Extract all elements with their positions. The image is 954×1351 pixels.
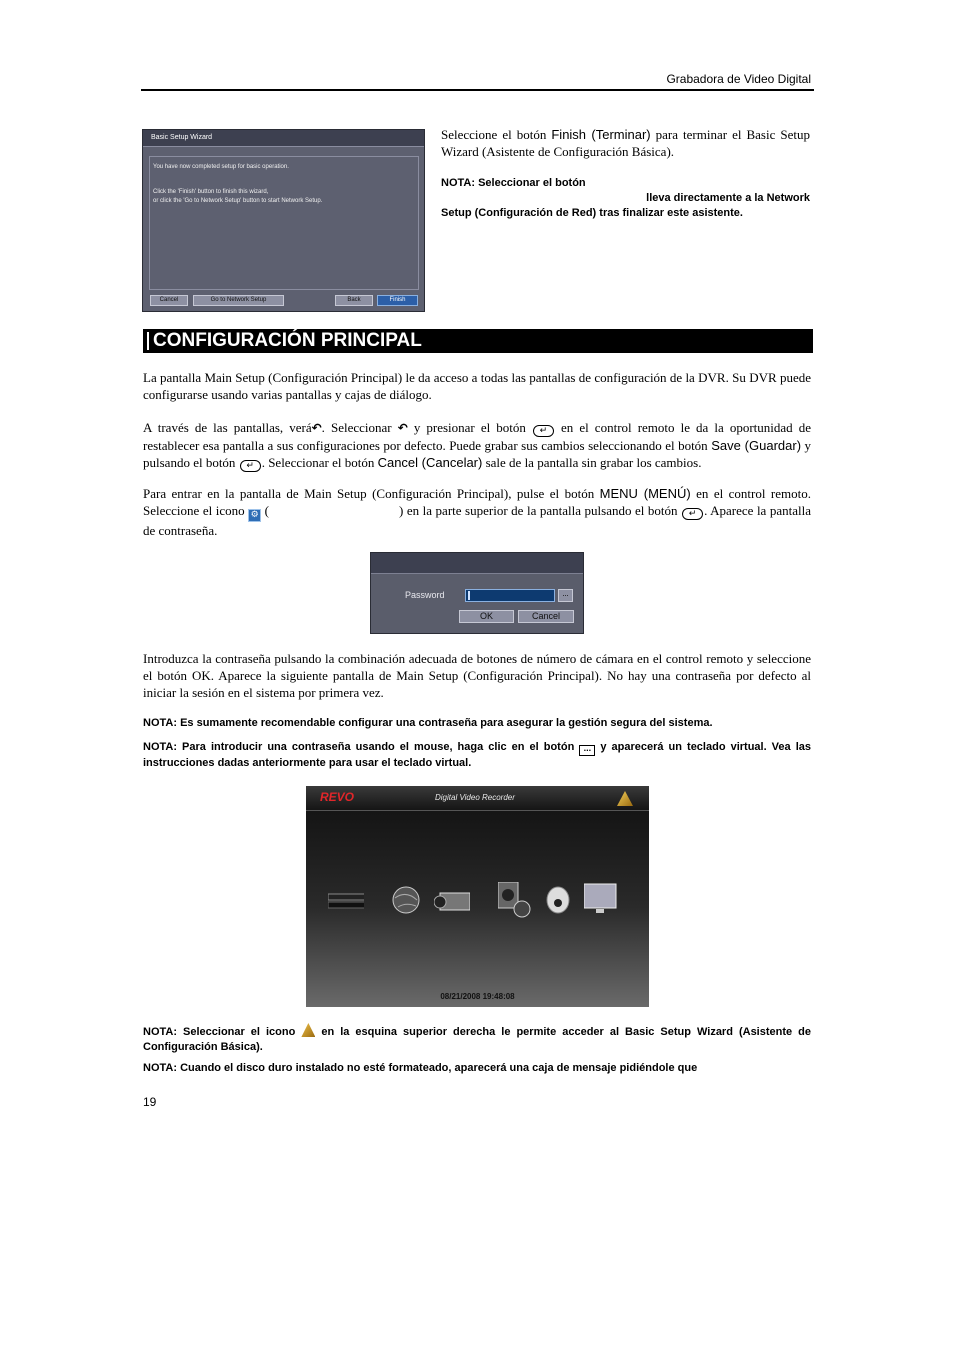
ellipsis-button-icon: ... (579, 745, 595, 756)
section-heading (143, 329, 813, 353)
note-network-line2: lleva directamente a la Network (646, 192, 810, 204)
password-label: Password (405, 590, 445, 600)
note-keyboard-a: NOTA: Para introducir una contraseña usando el mouse, haga clic en el botón (143, 741, 580, 753)
nav-text-c: y presionar el botón (407, 420, 532, 435)
main-setup-screenshot (306, 786, 649, 1007)
wizard-cancel-button[interactable]: Cancel (150, 295, 188, 306)
note-network-line3: Setup (Configuración de Red) tras finalizar este asistente. (441, 207, 743, 219)
menu-button-ref: MENU (MENÚ) (599, 486, 691, 501)
password-dialog-titlebar (371, 553, 583, 574)
main-screen-title: Digital Video Recorder (435, 793, 515, 802)
running-header: Grabadora de Video Digital (666, 72, 811, 86)
enter-button-icon: ↵ (240, 460, 261, 472)
password-cancel-button[interactable]: Cancel (518, 610, 574, 623)
system-icon[interactable] (328, 882, 364, 926)
navigation-paragraph (143, 419, 811, 472)
main-datetime: 08/21/2008 19:48:08 (440, 992, 515, 1001)
display-icon[interactable] (584, 882, 620, 926)
wizard-panel (149, 156, 419, 290)
finish-text-c: para terminar el Basic Setup Wizard (Asistente de Configuración Básica). (441, 127, 810, 159)
note-network-setup (441, 176, 810, 221)
wizard-message-line2: Click the 'Finish' button to finish this wizard, (153, 189, 269, 195)
nav-text-a: A través de las pantallas, verá (143, 420, 312, 435)
nav-text-f: y pulsando el botón (143, 438, 812, 470)
wizard-icon (301, 1023, 315, 1037)
page-number: 19 (143, 1095, 157, 1109)
network-icon[interactable] (390, 882, 426, 926)
record-icon[interactable] (498, 882, 534, 926)
note-virtual-keyboard (143, 740, 811, 771)
menu-text-d: ( (261, 503, 269, 518)
note-password-recommended: NOTA: Es sumamente recomendable configurar una contraseña para asegurar la gestión segura del sistema. (143, 717, 713, 729)
save-button-ref: Save (Guardar) (711, 438, 802, 453)
note-wizard-a: NOTA: Seleccionar el icono (143, 1026, 302, 1038)
wizard-finish-button[interactable]: Finish (377, 295, 418, 306)
cancel-button-ref: Cancel (Cancelar) (377, 455, 483, 470)
finish-button-ref: Finish (Terminar) (551, 127, 651, 142)
finish-text-a: Seleccione el botón (441, 127, 552, 142)
enter-button-icon: ↵ (682, 508, 703, 520)
basic-setup-wizard-screenshot (142, 129, 425, 312)
event-icon[interactable] (542, 882, 578, 926)
finish-paragraph (441, 126, 810, 160)
nav-text-d: en el control remoto le da la oportunidad de restablecer esa pantalla a sus configuraciones por defecto. Puede grabar sus cambios seleccionando el botón (143, 420, 811, 453)
wizard-title: Basic Setup Wizard (143, 130, 424, 147)
header-rule (141, 89, 814, 91)
wizard-message-line3: or click the 'Go to Network Setup' button to start Network Setup. (153, 198, 323, 204)
nav-text-b: . Seleccionar (321, 420, 398, 435)
enter-button-icon: ↵ (533, 425, 554, 437)
menu-text-f: . Aparece la pantalla de contraseña. (143, 503, 811, 538)
nav-text-i: sale de la pantalla sin grabar los cambios. (482, 455, 702, 470)
section-title: CONFIGURACIÓN PRINCIPAL (153, 330, 422, 351)
password-paragraph: Introduzca la contraseña pulsando la combinación adecuada de botones de número de cámara en el control remoto y seleccione el botón OK. Aparece la siguiente pantalla de Main Setup (Configuración Principal). No hay una contraseña por defecto al iniciar la sesión en el sistema por primera vez. (143, 651, 811, 700)
camera-icon[interactable] (434, 882, 470, 926)
note-network-line1: NOTA: Seleccionar el botón (441, 177, 586, 189)
note-wizard-b: en la esquina superior derecha le permite acceder al Basic Setup Wizard (Asistente de Configuración Básica). (143, 1026, 811, 1053)
setup-icon: ⚙ (248, 509, 261, 522)
note-hard-disk: NOTA: Cuando el disco duro instalado no esté formateado, aparecerá una caja de mensaje pidiéndole que (143, 1062, 698, 1074)
section-marker (147, 332, 149, 350)
undo-icon: ↶ (397, 421, 408, 435)
menu-paragraph (143, 485, 811, 539)
undo-icon: ↶ (311, 421, 322, 435)
revo-logo: REVO (320, 790, 355, 804)
wizard-message-line1: You have now completed setup for basic operation. (153, 164, 289, 170)
menu-text-e: ) en la parte superior de la pantalla pulsando el botón (399, 503, 682, 518)
menu-text-a: Para entrar en la pantalla de Main Setup (Configuración Principal), pulse el botón (143, 486, 600, 501)
virtual-keyboard-button[interactable]: ... (558, 589, 573, 602)
wizard-back-button[interactable]: Back (335, 295, 373, 306)
nav-text-g: . Seleccionar el botón (261, 455, 378, 470)
password-input[interactable] (465, 589, 555, 602)
wizard-network-setup-button[interactable]: Go to Network Setup (193, 295, 284, 306)
password-dialog-screenshot (370, 552, 584, 634)
note-wizard-icon (143, 1023, 811, 1055)
password-ok-button[interactable]: OK (459, 610, 514, 623)
note-keyboard-b: y aparecerá un teclado virtual. Vea las instrucciones dadas anteriormente para usar el teclado virtual. (143, 741, 811, 769)
menu-text-c: en el control remoto. Seleccione el icono (143, 486, 811, 518)
intro-paragraph: La pantalla Main Setup (Configuración Principal) le da acceso a todas las pantallas de configuración de la DVR. Su DVR puede configurarse usando varias pantallas y cajas de diálogo. (143, 370, 811, 402)
